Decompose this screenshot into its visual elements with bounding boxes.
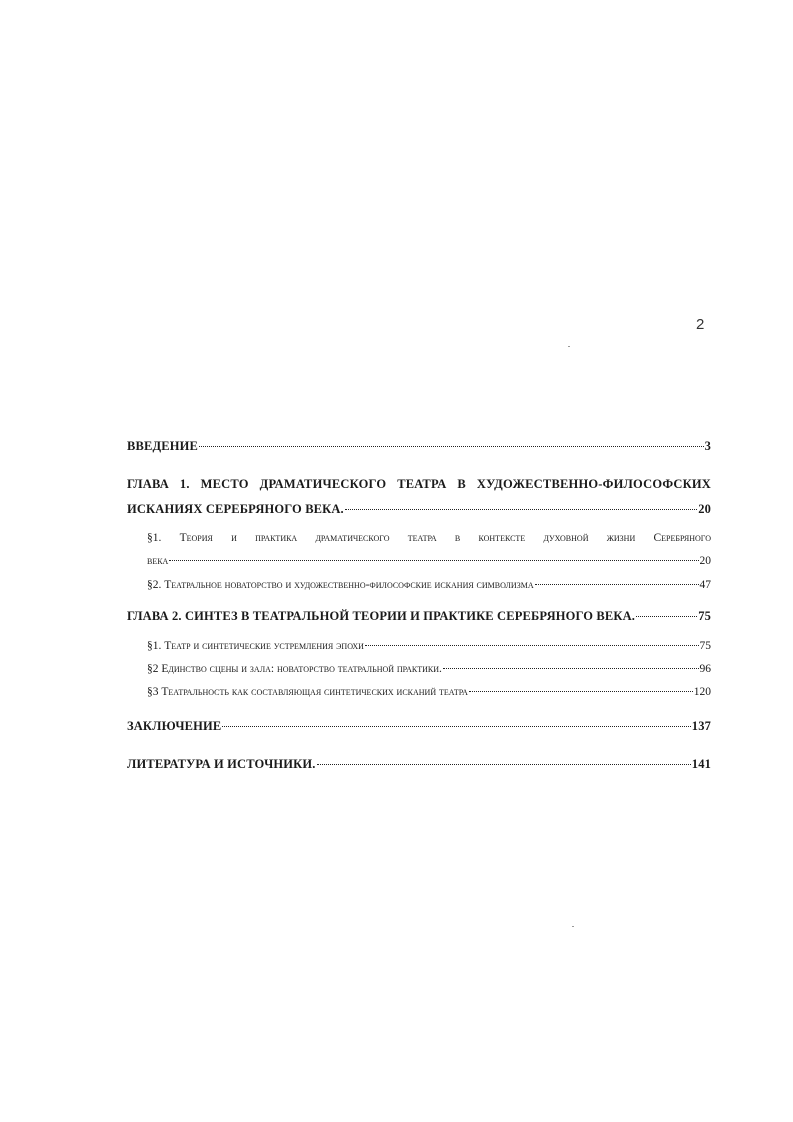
toc-entry-chapter2[interactable]	[127, 609, 711, 624]
toc-entry-section-2-2[interactable]	[147, 663, 711, 675]
toc-entry-label: ЗАКЛЮЧЕНИЕ	[127, 719, 222, 733]
toc-entry-label: §2 Единство сцены и зала: новаторство театральной практики.	[147, 663, 442, 675]
scan-speck	[568, 346, 570, 347]
toc-entry-page: 20	[699, 555, 711, 567]
toc-entry-page: 137	[691, 719, 711, 733]
toc-entry-page: 75	[699, 640, 711, 652]
toc-entry-section-1-2[interactable]	[147, 579, 711, 591]
dot-leader	[365, 645, 699, 646]
dot-leader	[443, 668, 699, 669]
page-number: 2	[696, 316, 705, 333]
toc-entry-label: ИСКАНИЯХ СЕРЕБРЯНОГО ВЕКА.	[127, 502, 344, 516]
toc-entry-page: 120	[693, 686, 711, 698]
toc-entry-page: 96	[699, 663, 711, 675]
toc-entry-conclusion[interactable]	[127, 719, 711, 734]
toc-entry-label: века	[147, 555, 169, 567]
toc-chapter1-title-line1[interactable]: ГЛАВА 1. МЕСТО ДРАМАТИЧЕСКОГО ТЕАТРА В ХУДОЖЕСТВЕННО-ФИЛОСОФСКИХ	[127, 477, 711, 491]
toc-entry-chapter1[interactable]	[127, 502, 711, 517]
toc-entry-page: 47	[699, 579, 711, 591]
toc-entry-intro[interactable]	[127, 439, 711, 454]
dot-leader	[169, 560, 698, 561]
toc-entry-page: 20	[698, 502, 711, 516]
dot-leader	[636, 616, 697, 617]
toc-entry-section-2-1[interactable]	[147, 640, 711, 652]
toc-entry-section-2-3[interactable]	[147, 686, 711, 698]
dot-leader	[199, 446, 704, 447]
scan-speck	[572, 926, 574, 927]
dot-leader	[317, 764, 691, 765]
toc-entry-label: ЛИТЕРАТУРА И ИСТОЧНИКИ.	[127, 757, 316, 771]
toc-entry-label: §2. Театральное новаторство и художественно-философские искания символизма	[147, 579, 534, 591]
toc-entry-page: 75	[698, 609, 711, 623]
toc-entry-page: 3	[704, 439, 711, 453]
toc-entry-page: 141	[691, 757, 711, 771]
toc-entry-literature[interactable]	[127, 757, 711, 772]
dot-leader	[345, 509, 697, 510]
dot-leader	[535, 584, 699, 585]
toc-entry-label: §3 Театральность как составляющая синтетических исканий театра	[147, 686, 468, 698]
toc-entry-label: §1. Театр и синтетические устремления эпохи	[147, 640, 364, 652]
dot-leader	[469, 691, 693, 692]
toc-section-1-1-line1[interactable]: §1. Теория и практика драматического театра в контексте духовной жизни Серебряного	[147, 532, 711, 544]
toc-entry-label: ГЛАВА 2. СИНТЕЗ В ТЕАТРАЛЬНОЙ ТЕОРИИ И ПРАКТИКЕ СЕРЕБРЯНОГО ВЕКА.	[127, 609, 636, 623]
toc-entry-section-1-1[interactable]	[147, 555, 711, 567]
toc-entry-label: ВВЕДЕНИЕ	[127, 439, 198, 453]
dot-leader	[222, 726, 690, 727]
